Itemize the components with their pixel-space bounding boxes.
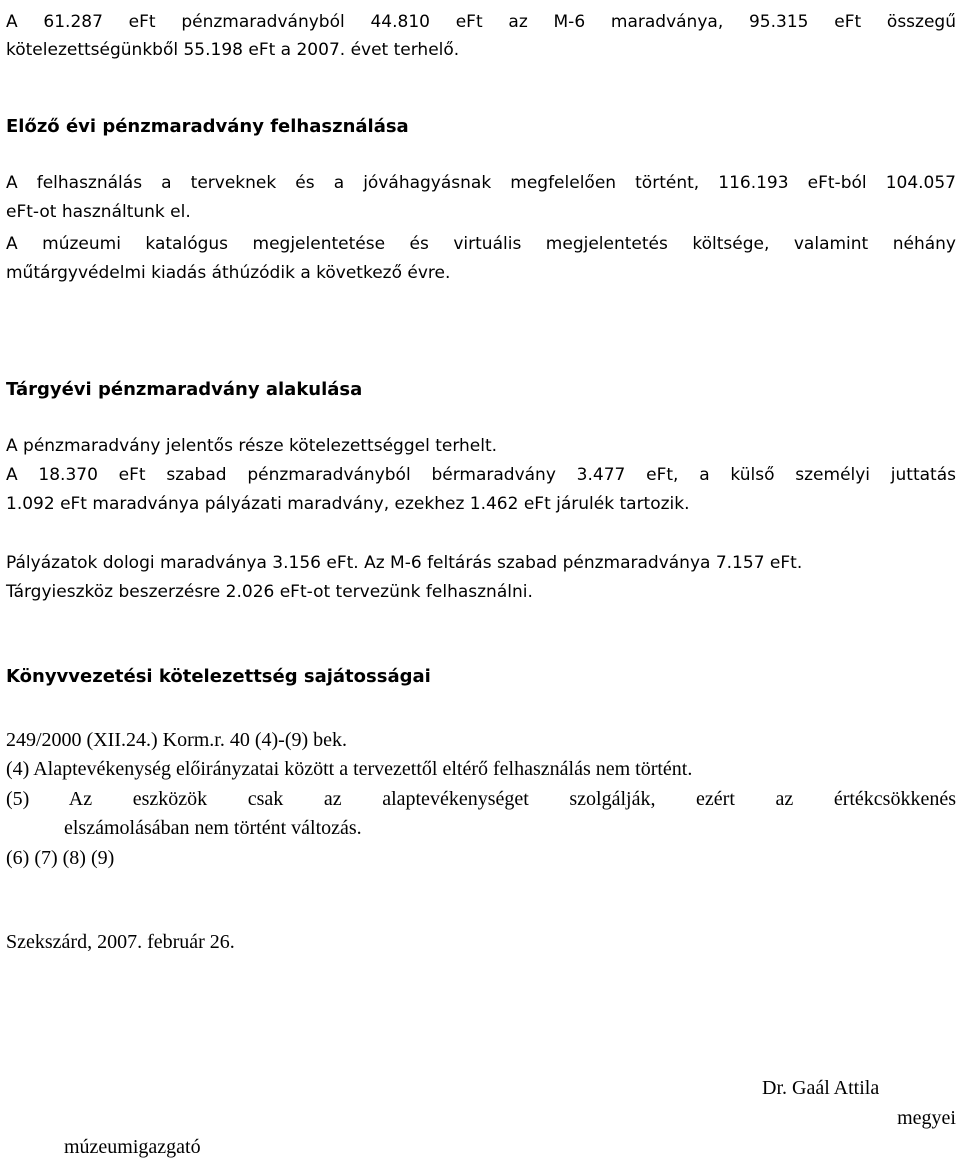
section3-item-4: (4) Alaptevékenység előirányzatai között a tervezettől eltérő felhasználás nem történt. <box>6 758 693 780</box>
section3-item-5-line2: elszámolásában nem történt változás. <box>64 817 362 839</box>
signer-name: Dr. Gaál Attila <box>762 1077 880 1099</box>
section1-p1-line1: A felhasználás a terveknek és a jóváhagyásnak megfelelően történt, 116.193 eFt-ból 104.057 <box>6 173 956 193</box>
section2-line5: Tárgyieszköz beszerzésre 2.026 eFt-ot tervezünk felhasználni. <box>6 582 533 602</box>
section1-heading: Előző évi pénzmaradvány felhasználása <box>6 116 409 137</box>
section3-item-5-line1: (5) Az eszközök csak az alaptevékenységet szolgálják, ezért az értékcsökkenés <box>6 788 956 810</box>
section3-reference: 249/2000 (XII.24.) Korm.r. 40 (4)-(9) bek. <box>6 729 348 751</box>
section2-line2: A 18.370 eFt szabad pénzmaradványból bérmaradvány 3.477 eFt, a külső személyi juttatás <box>6 465 956 485</box>
section1-p1-line2: eFt-ot használtunk el. <box>6 202 191 222</box>
section2-line4: Pályázatok dologi maradványa 3.156 eFt. Az M-6 feltárás szabad pénzmaradványa 7.157 eFt. <box>6 553 803 573</box>
place-date: Szekszárd, 2007. február 26. <box>6 931 235 953</box>
section2-line1: A pénzmaradvány jelentős része kötelezettséggel terhelt. <box>6 436 498 456</box>
signer-title-part1: megyei <box>897 1107 956 1129</box>
section2-heading: Tárgyévi pénzmaradvány alakulása <box>6 379 363 400</box>
section1-p2-line1: A múzeumi katalógus megjelentetése és virtuális megjelentetés költsége, valamint néhány <box>6 234 956 254</box>
section1-p2-line2: műtárgyvédelmi kiadás áthúzódik a következő évre. <box>6 263 451 283</box>
section2-line3: 1.092 eFt maradványa pályázati maradvány, ezekhez 1.462 eFt járulék tartozik. <box>6 494 690 514</box>
section3-items-rest: (6) (7) (8) (9) <box>6 847 115 869</box>
section3-heading: Könyvvezetési kötelezettség sajátosságai <box>6 666 431 687</box>
signer-title-part2: múzeumigazgató <box>64 1136 201 1158</box>
para1-line1: A 61.287 eFt pénzmaradványból 44.810 eFt az M-6 maradványa, 95.315 eFt összegű <box>6 12 956 32</box>
para1-line2: kötelezettségünkből 55.198 eFt a 2007. évet terhelő. <box>6 40 460 60</box>
